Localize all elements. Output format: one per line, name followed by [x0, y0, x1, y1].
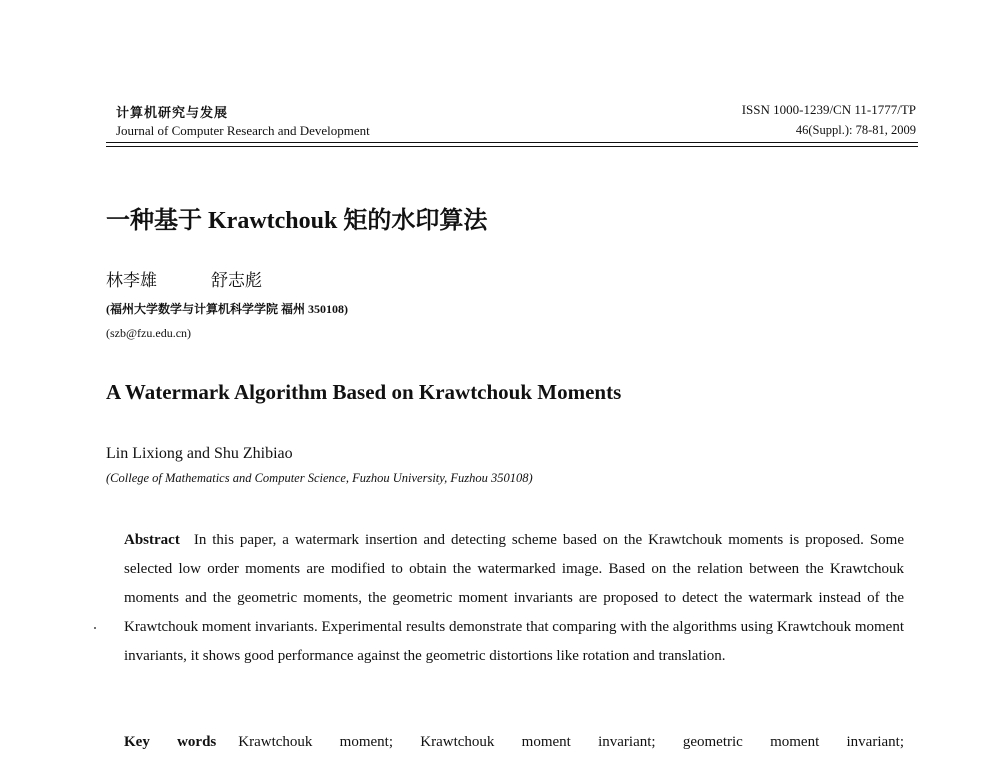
author-2-cn: 舒志彪 [211, 271, 262, 290]
abstract [124, 526, 904, 671]
keywords-text: Krawtchouk moment; Krawtchouk moment invariant; geometric moment invariant; [238, 734, 904, 750]
issn: ISSN 1000-1239/CN 11-1777/TP [741, 102, 916, 117]
scan-speck [94, 627, 96, 629]
abstract-label: Abstract [124, 532, 180, 548]
author-1-cn: 林李雄 [106, 271, 157, 290]
keywords [124, 734, 904, 751]
affiliation-cn: (福州大学数学与计算机科学学院 福州 350108) [106, 302, 348, 316]
title-cn: 一种基于 Krawtchouk 矩的水印算法 [106, 208, 488, 234]
title-en: A Watermark Algorithm Based on Krawtchouk Moments [106, 380, 622, 404]
header-rule-top [106, 142, 918, 143]
authors-cn [106, 266, 262, 291]
abstract-text: In this paper, a watermark insertion and detecting scheme based on the Krawtchouk moments is proposed. Some selected low order moments are modified to obtain the watermarked image. Based on the relation between the Krawtchouk moments and the geometric moments, the geometric moment invariants are proposed to detect the watermark instead of the Krawtchouk moment invariants. Experimental results demonstrate that comparing with the algorithms using Krawtchouk moment invariants, it shows good performance against the geometric distortions like rotation and translation. [124, 532, 904, 664]
email: (szb@fzu.edu.cn) [106, 326, 192, 340]
authors-en: Lin Lixiong and Shu Zhibiao [106, 445, 293, 462]
journal-name-cn: 计算机研究与发展 [116, 105, 229, 120]
affiliation-en: (College of Mathematics and Computer Science, Fuzhou University, Fuzhou 350108) [106, 471, 533, 485]
header-rule-bottom [106, 146, 918, 147]
journal-name-en: Journal of Computer Research and Development [116, 123, 370, 138]
keywords-label: Key words [124, 734, 217, 750]
volume-info: 46(Suppl.): 78-81, 2009 [795, 123, 916, 137]
